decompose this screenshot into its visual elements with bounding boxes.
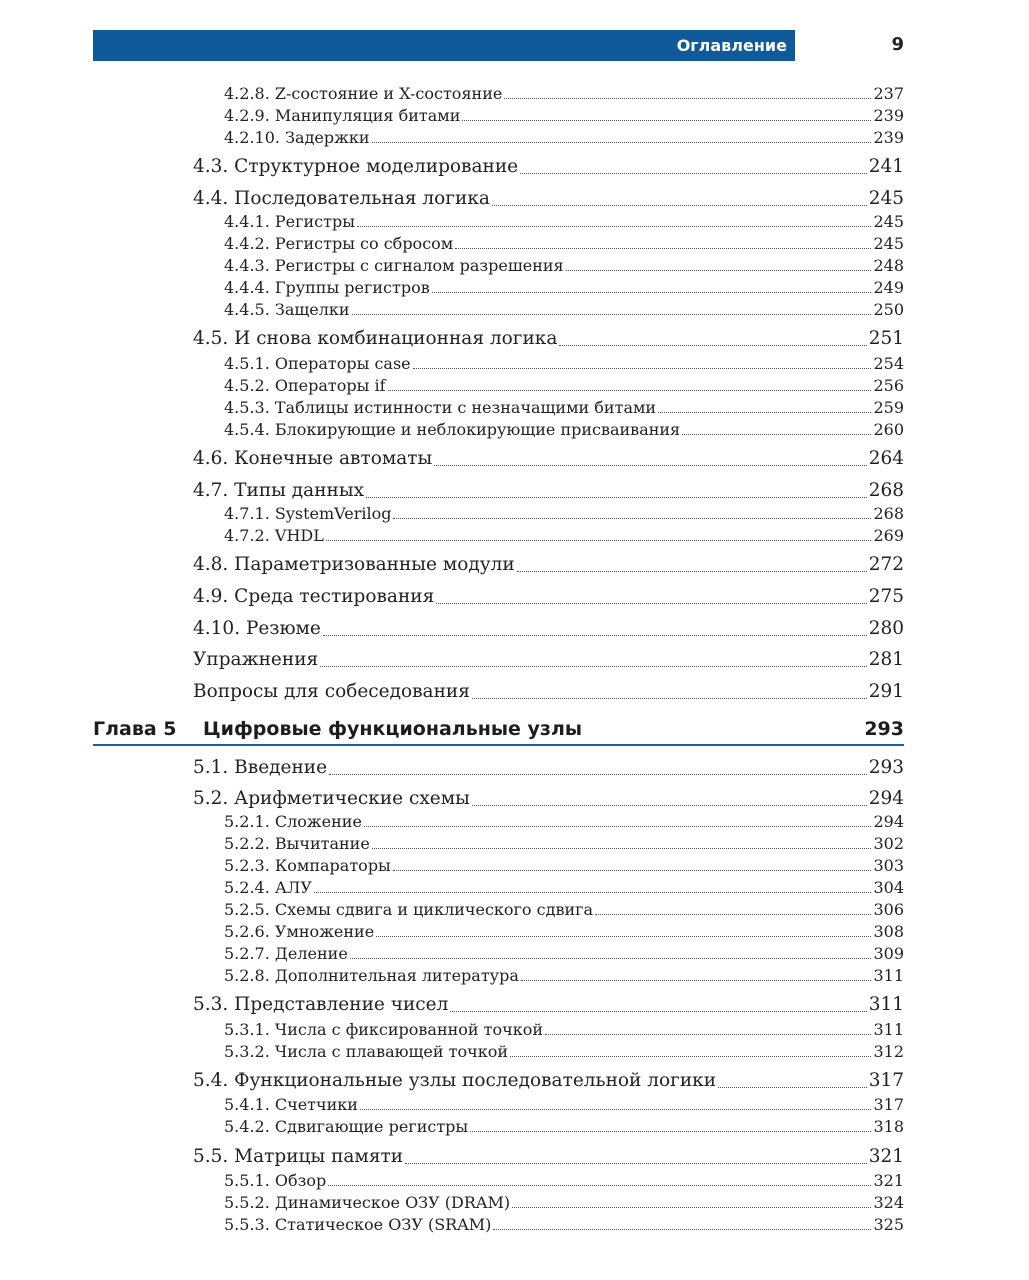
toc-entry-page: 237 [873,84,904,103]
dot-leader [360,1108,872,1110]
toc-entry [224,419,904,441]
toc-entry-title: 4.5.1. Операторы case [224,354,411,373]
dot-leader [521,979,872,981]
toc-entry-title: 5.2.5. Схемы сдвига и циклического сдвига [224,900,594,919]
dot-leader [372,847,872,849]
toc-entry-page: 317 [873,1095,904,1114]
dot-leader [510,1055,871,1057]
chapter-page: 293 [864,718,904,740]
toc-entry-page: 259 [873,398,904,417]
dot-leader [493,1228,871,1230]
toc-entry-title: 5.4.1. Счетчики [224,1095,358,1114]
toc-entry-title: 4.7.1. SystemVerilog [224,504,392,523]
toc-entry [224,375,904,397]
toc-entry-title: 4.2.9. Манипуляция битами [224,106,461,125]
toc-entry-page: 318 [873,1117,904,1136]
dot-leader [658,411,871,413]
toc-entry-page: 245 [873,212,904,231]
toc-entry-title: 4.4.2. Регистры со сбросом [224,234,454,253]
dot-leader [492,204,867,206]
dot-leader [323,634,867,636]
toc-entry [224,397,904,419]
toc-entry-title: 4.8. Параметризованные модули [193,554,515,575]
toc-entry [193,154,904,180]
toc-entry-page: 291 [868,681,904,702]
toc-entry-page: 317 [868,1070,904,1091]
toc-entry-page: 306 [873,900,904,919]
toc-entry-page: 321 [873,1171,904,1190]
dot-leader [364,825,872,827]
dot-leader [504,97,871,99]
dot-leader [393,517,871,519]
dot-leader [413,367,872,369]
toc-entry-page: 264 [868,448,904,469]
dot-leader [326,539,872,541]
dot-leader [718,1086,867,1088]
toc-entry [193,1068,904,1094]
toc-entry-page: 275 [868,586,904,607]
toc-entry-title: 4.5.2. Операторы if [224,376,386,395]
toc-entry-title: 4.4.1. Регистры [224,212,355,231]
toc-entry-title: 5.2.1. Сложение [224,812,362,831]
toc-entry [193,1144,904,1170]
dot-leader [432,291,872,293]
toc-entry [224,965,904,987]
toc-entry-page: 309 [873,944,904,963]
toc-entry-page: 308 [873,922,904,941]
toc-entry [224,1019,904,1041]
toc-entry-page: 249 [873,278,904,297]
toc-entry-page: 239 [873,106,904,125]
toc-entry [224,503,904,525]
toc-entry [193,186,904,212]
toc-entry-title: 4.4.4. Группы регистров [224,278,430,297]
toc-entry-page: 294 [868,788,904,809]
dot-leader [357,225,872,227]
toc-entry [224,811,904,833]
toc-entry-title: 4.2.8. Z-состояние и X-состояние [224,84,503,103]
toc-entry [224,277,904,299]
toc-entry-title: 5.2.6. Умножение [224,922,375,941]
toc-entry-page: 269 [873,526,904,545]
dot-leader [595,913,871,915]
dot-leader [512,1206,871,1208]
toc-entry-title: 4.5.4. Блокирующие и неблокирующие присваивания [224,420,681,439]
toc-entry-page: 239 [873,128,904,147]
dot-leader [405,1162,867,1164]
dot-leader [545,1033,871,1035]
toc-entry [224,211,904,233]
toc-entry [224,83,904,105]
dot-leader [682,433,871,435]
dot-leader [366,496,867,498]
dot-leader [470,1130,871,1132]
toc-entry [224,921,904,943]
toc-entry-title: 5.2.4. АЛУ [224,878,312,897]
dot-leader [434,464,866,466]
dot-leader [455,247,871,249]
running-header-title: Оглавление [676,36,787,55]
dot-leader [350,957,872,959]
toc-entry [224,833,904,855]
running-header-bar [93,30,795,61]
toc-entry-title: 5.5. Матрицы памяти [193,1146,404,1167]
toc-entry-page: 251 [868,328,904,349]
toc-entry-page: 304 [873,878,904,897]
toc-entry-title: 4.4. Последовательная логика [193,188,490,209]
toc-entry-page: 312 [873,1042,904,1061]
toc-entry-title: 4.10. Резюме [193,618,321,639]
toc-entry-title: 5.5.2. Динамическое ОЗУ (DRAM) [224,1193,511,1212]
toc-entry [224,1041,904,1063]
toc-entry-page: 294 [873,812,904,831]
toc-entry-page: 241 [868,156,904,177]
toc-entry [193,755,904,781]
toc-entry-page: 311 [873,966,904,985]
toc-entry [224,233,904,255]
toc-entry [224,1170,904,1192]
toc-entry-title: 4.9. Среда тестирования [193,586,435,607]
toc-entry [193,786,904,812]
toc-entry-title: 4.7.2. VHDL [224,526,324,545]
toc-entry [224,353,904,375]
toc-entry [193,446,904,472]
toc-entry [224,299,904,321]
toc-entry [224,1192,904,1214]
toc-entry [193,992,904,1018]
toc-entry-title: 5.2.7. Деление [224,944,348,963]
toc-entry-title: 5.3.2. Числа с плавающей точкой [224,1042,509,1061]
toc-entry-page: 324 [873,1193,904,1212]
toc-entry [224,877,904,899]
dot-leader [559,344,866,346]
toc-entry-page: 272 [868,554,904,575]
toc-entry [224,943,904,965]
dot-leader [329,773,867,775]
toc-entry-page: 303 [873,856,904,875]
toc-entry [193,584,904,610]
toc-entry [193,552,904,578]
toc-entry-title: 4.2.10. Задержки [224,128,370,147]
toc-entry-title: 4.4.5. Защелки [224,300,350,319]
toc-entry [224,1094,904,1116]
toc-entry-title: 4.5. И снова комбинационная логика [193,328,558,349]
toc-entry-title: 4.3. Структурное моделирование [193,156,519,177]
toc-entry [224,105,904,127]
dot-leader [462,119,871,121]
toc-entry-page: 268 [868,480,904,501]
dot-leader [436,602,866,604]
toc-entry-page: 280 [868,618,904,639]
toc-entry-title: 5.4. Функциональные узлы последовательной логики [193,1070,717,1091]
toc-entry-title: 5.3.1. Числа с фиксированной точкой [224,1020,544,1039]
toc-entry-page: 256 [873,376,904,395]
dot-leader [388,389,872,391]
toc-entry-title: 5.2.8. Дополнительная литература [224,966,519,985]
toc-entry [224,525,904,547]
toc-entry-title: 4.5.3. Таблицы истинности с незначащими битами [224,398,657,417]
toc-entry-page: 248 [873,256,904,275]
toc-entry-page: 245 [868,188,904,209]
toc-entry-page: 250 [873,300,904,319]
dot-leader [393,869,872,871]
toc-entry-title: 5.3. Представление чисел [193,994,449,1015]
chapter-title: Цифровые функциональные узлы [203,718,583,740]
toc-entry [193,647,904,673]
toc-entry-title: 5.5.1. Обзор [224,1171,327,1190]
toc-entry-title: 4.4.3. Регистры с сигналом разрешения [224,256,564,275]
dot-leader [352,313,872,315]
toc-entry [224,1116,904,1138]
toc-entry-title: Вопросы для собеседования [193,681,470,702]
toc-entry [193,616,904,642]
toc-entry-title: 4.7. Типы данных [193,480,365,501]
toc-entry-title: Упражнения [193,649,319,670]
toc-entry [224,127,904,149]
toc-entry-title: 5.2.2. Вычитание [224,834,370,853]
dot-leader [520,172,867,174]
toc-entry [193,478,904,504]
toc-entry-title: 5.2. Арифметические схемы [193,788,470,809]
dot-leader [566,269,872,271]
toc-entry-page: 281 [868,649,904,670]
toc-entry-page: 245 [873,234,904,253]
toc-entry-page: 311 [868,994,904,1015]
dot-leader [472,697,867,699]
toc-entry-page: 311 [873,1020,904,1039]
chapter-heading [93,716,904,746]
toc-entry [193,326,904,352]
toc-entry [224,899,904,921]
page-number: 9 [891,34,904,55]
toc-entry-title: 5.1. Введение [193,757,328,778]
dot-leader [314,891,872,893]
toc-entry-page: 293 [868,757,904,778]
toc-entry-title: 5.5.3. Статическое ОЗУ (SRAM) [224,1215,492,1234]
toc-entry-page: 302 [873,834,904,853]
dot-leader [372,141,872,143]
toc-entry-page: 325 [873,1215,904,1234]
toc-entry-page: 260 [873,420,904,439]
dot-leader [376,935,871,937]
toc-entry-page: 254 [873,354,904,373]
dot-leader [320,665,866,667]
dot-leader [450,1010,866,1012]
toc-entry [224,255,904,277]
dot-leader [328,1184,871,1186]
toc-entry [224,1214,904,1236]
dot-leader [517,570,867,572]
toc-entry-page: 268 [873,504,904,523]
toc-entry [193,679,904,705]
chapter-label: Глава 5 [93,718,177,740]
toc-entry-title: 4.6. Конечные автоматы [193,448,433,469]
toc-entry [224,855,904,877]
toc-entry-page: 321 [868,1146,904,1167]
toc-entry-title: 5.2.3. Компараторы [224,856,391,875]
toc-entry-title: 5.4.2. Сдвигающие регистры [224,1117,469,1136]
dot-leader [472,804,867,806]
